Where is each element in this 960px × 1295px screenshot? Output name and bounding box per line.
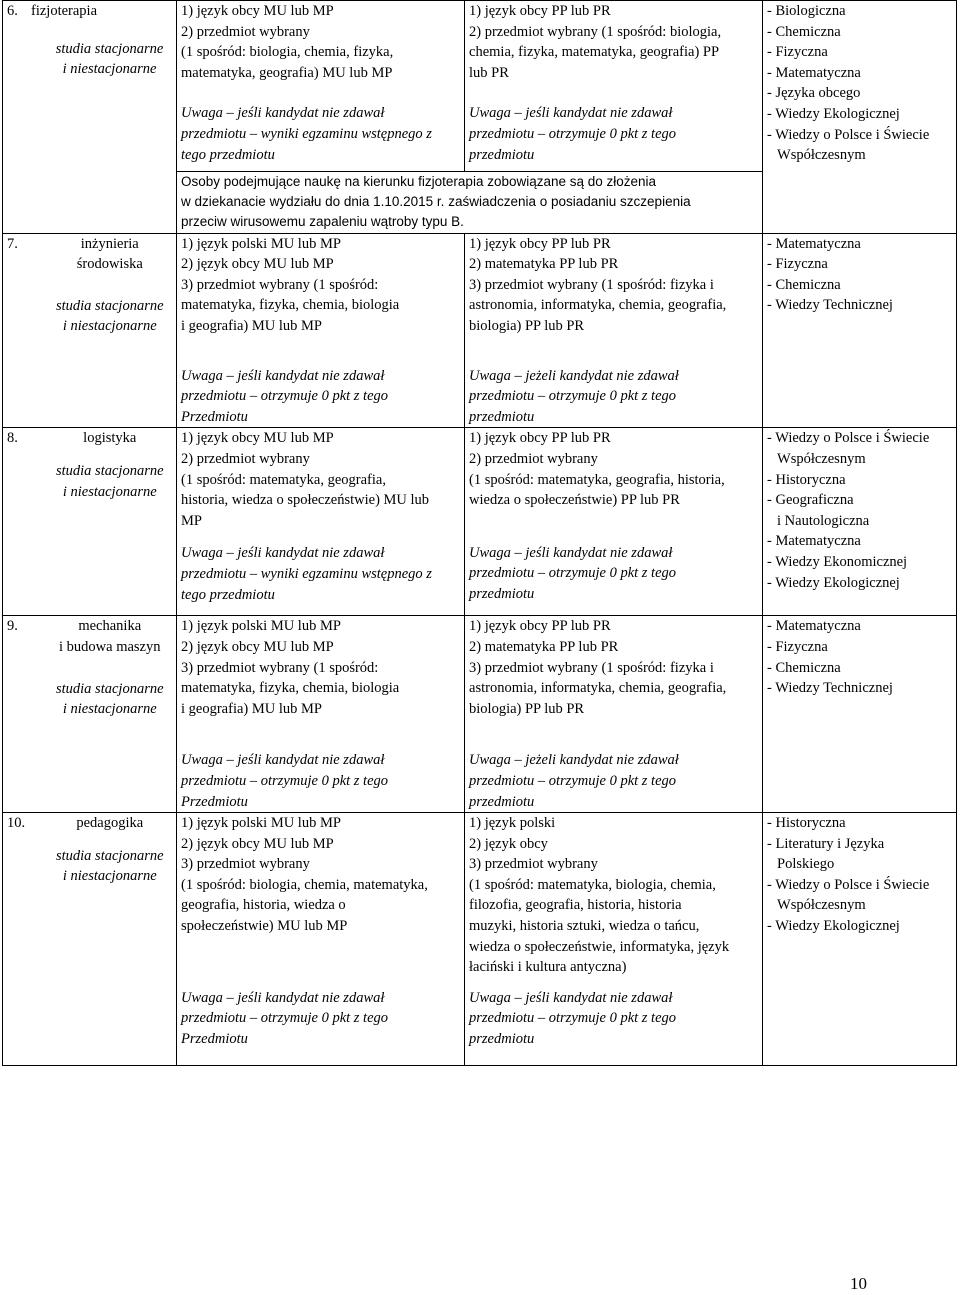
program-cell: logistyka studia stacjonarne i niestacjonarne [48, 428, 177, 616]
matura-new-cell: 1) język polski MU lub MP 2) język obcy MU lub MP 3) przedmiot wybrany (1 spośród: matematyka, fizyka, chemia, biologia i geografia) MU lub MP Uwaga – jeśli kandydat nie zdawał przedmiotu – otrzymuje 0 pkt z tego Przedmiotu [177, 616, 465, 813]
study-mode: studia stacjonarne i niestacjonarne [55, 847, 164, 885]
note: Uwaga – jeśli kandydat nie zdawał przedmiotu – wyniki egzaminu wstępnego z tego przedmiotu [181, 545, 432, 603]
row-number: 6. [7, 3, 18, 19]
note: Uwaga – jeśli kandydat nie zdawał przedmiotu – otrzymuje 0 pkt z tego przedmiotu [469, 544, 677, 602]
matura-new-cell: 1) język polski MU lub MP 2) język obcy MU lub MP 3) przedmiot wybrany (1 spośród: matematyka, fizyka, chemia, biologia i geografia) MU lub MP Uwaga – jeśli kandydat nie zdawał przedmiotu – otrzymuje 0 pkt z tego Przedmiotu [177, 233, 465, 428]
extra-requirement: Osoby podejmujące naukę na kierunku fizjoterapia zobowiązane są do złożenia w dziekanacie wydziału do dnia 1.10.2015 r. zaświadczenia o posiadaniu szczepienia przeciw wirusowemu zapaleniu wątroby typu B. [177, 172, 763, 234]
study-mode: studia stacjonarne i niestacjonarne [55, 462, 164, 500]
page-number: 10 [850, 1274, 867, 1293]
olympiad-cell: - Matematyczna - Fizyczna - Chemiczna - Wiedzy Technicznej [763, 233, 957, 428]
table-row [3, 813, 957, 1066]
study-mode: studia stacjonarne i niestacjonarne [55, 297, 164, 335]
study-mode: studia stacjonarne i niestacjonarne [55, 40, 164, 78]
program-cell: pedagogika studia stacjonarne i niestacjonarne [48, 813, 177, 1066]
note: Uwaga – jeśli kandydat nie zdawał przedmiotu – otrzymuje 0 pkt z tego przedmiotu [469, 989, 677, 1048]
table-row [3, 1, 957, 172]
row-number-cell: 7. [3, 233, 48, 428]
matura-new-cell: 1) język obcy MU lub MP 2) przedmiot wybrany (1 spośród: matematyka, geografia, historia, wiedza o społeczeństwie) MU lub MP Uwaga – jeśli kandydat nie zdawał przedmiotu – wyniki egzaminu wstępnego z tego przedmiotu [177, 428, 465, 616]
note: Uwaga – jeżeli kandydat nie zdawał przedmiotu – otrzymuje 0 pkt z tego przedmiotu [469, 752, 679, 810]
row-number-cell: 8. [3, 428, 48, 616]
note: Uwaga – jeżeli kandydat nie zdawał przedmiotu – otrzymuje 0 pkt z tego przedmiotu [469, 367, 679, 425]
program-name: fizjoterapia [31, 3, 98, 19]
olympiad-cell: - Wiedzy o Polsce i Świecie Współczesnym - Historyczna - Geograficzna i Nautologiczna - Matematyczna - Wiedzy Ekonomicznej - Wiedzy Ekologicznej [763, 428, 957, 616]
note: Uwaga – jeśli kandydat nie zdawał przedmiotu – otrzymuje 0 pkt z tego przedmiotu [469, 105, 677, 163]
matura-new-cell: 1) język polski MU lub MP 2) język obcy MU lub MP 3) przedmiot wybrany (1 spośród: biologia, chemia, matematyka, geografia, historia, wiedza o społeczeństwie) MU lub MP Uwaga – jeśli kandydat nie zdawał przedmiotu – otrzymuje 0 pkt z tego Przedmiotu [177, 813, 465, 1066]
matura-old-cell: 1) język polski 2) język obcy 3) przedmiot wybrany (1 spośród: matematyka, biologia, chemia, filozofia, geografia, historia, historia muzyki, historia sztuki, wiedza o tańcu, wiedza o społeczeństwie, informatyka, język łaciński i kultura antyczna) Uwaga – jeśli kandydat nie zdawał przedmiotu – otrzymuje 0 pkt z tego przedmiotu [465, 813, 763, 1066]
program-cell [3, 1, 177, 234]
row-number-cell: 10. [3, 813, 48, 1066]
matura-old-cell: 1) język obcy PP lub PR 2) matematyka PP lub PR 3) przedmiot wybrany (1 spośród: fizyka i astronomia, informatyka, chemia, geografia, biologia) PP lub PR Uwaga – jeżeli kandydat nie zdawał przedmiotu – otrzymuje 0 pkt z tego przedmiotu [465, 233, 763, 428]
admission-table [2, 0, 957, 1066]
matura-old-cell: 1) język obcy PP lub PR 2) przedmiot wybrany (1 spośród: biologia, chemia, fizyka, matematyka, geografia) PP lub PR Uwaga – jeśli kandydat nie zdawał przedmiotu – otrzymuje 0 pkt z tego przedmiotu [465, 1, 763, 172]
table-row [3, 616, 957, 813]
matura-old-cell: 1) język obcy PP lub PR 2) przedmiot wybrany (1 spośród: matematyka, geografia, historia, wiedza o społeczeństwie) PP lub PR Uwaga – jeśli kandydat nie zdawał przedmiotu – otrzymuje 0 pkt z tego przedmiotu [465, 428, 763, 616]
table-row [3, 233, 957, 428]
note: Uwaga – jeśli kandydat nie zdawał przedmiotu – otrzymuje 0 pkt z tego Przedmiotu [181, 367, 389, 425]
olympiad-cell: - Matematyczna - Fizyczna - Chemiczna - Wiedzy Technicznej [763, 616, 957, 813]
program-cell: inżynieria środowiska studia stacjonarne i niestacjonarne [48, 233, 177, 428]
note: Uwaga – jeśli kandydat nie zdawał przedmiotu – wyniki egzaminu wstępnego z tego przedmiotu [181, 105, 432, 163]
study-mode: studia stacjonarne i niestacjonarne [55, 680, 164, 718]
program-cell: mechanika i budowa maszyn studia stacjonarne i niestacjonarne [48, 616, 177, 813]
row-number-cell: 9. [3, 616, 48, 813]
matura-new-cell: 1) język obcy MU lub MP 2) przedmiot wybrany (1 spośród: biologia, chemia, fizyka, matematyka, geografia) MU lub MP Uwaga – jeśli kandydat nie zdawał przedmiotu – wyniki egzaminu wstępnego z tego przedmiotu [177, 1, 465, 172]
table-row [3, 428, 957, 616]
note: Uwaga – jeśli kandydat nie zdawał przedmiotu – otrzymuje 0 pkt z tego Przedmiotu [181, 752, 389, 810]
note: Uwaga – jeśli kandydat nie zdawał przedmiotu – otrzymuje 0 pkt z tego Przedmiotu [181, 989, 389, 1047]
olympiad-cell: - Historyczna - Literatury i Języka Polskiego - Wiedzy o Polsce i Świecie Współczesnym - Wiedzy Ekologicznej [763, 813, 957, 1066]
matura-old-cell: 1) język obcy PP lub PR 2) matematyka PP lub PR 3) przedmiot wybrany (1 spośród: fizyka i astronomia, informatyka, chemia, geografia, biologia) PP lub PR Uwaga – jeżeli kandydat nie zdawał przedmiotu – otrzymuje 0 pkt z tego przedmiotu [465, 616, 763, 813]
olympiad-cell: - Biologiczna - Chemiczna - Fizyczna - Matematyczna - Języka obcego - Wiedzy Ekologicznej - Wiedzy o Polsce i Świecie Współczesnym [763, 1, 957, 234]
